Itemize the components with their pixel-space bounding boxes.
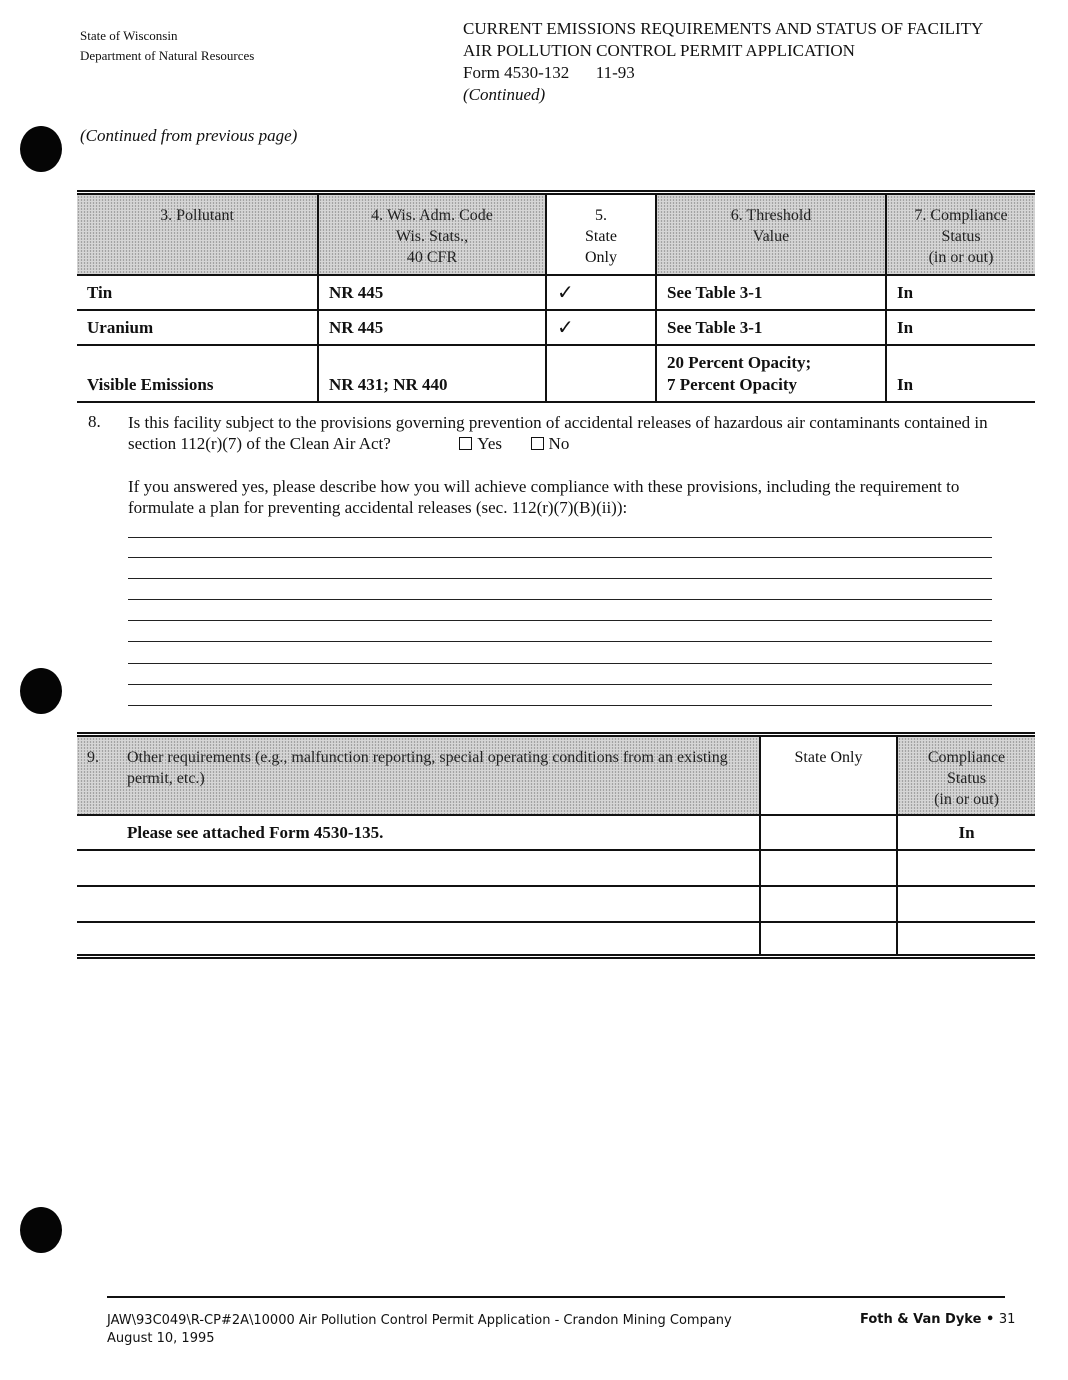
- agency-state: State of Wisconsin: [80, 28, 178, 43]
- row-state-only[interactable]: [760, 850, 897, 886]
- row-requirement[interactable]: [77, 886, 760, 922]
- row-status: In: [886, 345, 1035, 402]
- question-8-text: Is this facility subject to the provisions governing prevention of accidental releases of hazardous air contaminants contained in section 112(r)(7) of the Clean Air Act?: [128, 413, 988, 453]
- row-threshold: 20 Percent Opacity; 7 Percent Opacity: [656, 345, 886, 402]
- row-pollutant: Visible Emissions: [77, 345, 318, 402]
- header-other-state-only: State Only: [760, 735, 897, 815]
- row-status: In: [897, 815, 1035, 850]
- footer-left: [107, 1312, 732, 1348]
- form-title-line1: CURRENT EMISSIONS REQUIREMENTS AND STATUS OF FACILITY: [463, 19, 984, 38]
- footer-right: [860, 1312, 1015, 1327]
- answer-line[interactable]: [128, 578, 992, 579]
- row-status[interactable]: [897, 850, 1035, 886]
- row-state-only[interactable]: [760, 922, 897, 957]
- footer-date: August 10, 1995: [107, 1331, 215, 1346]
- footer-company: Foth & Van Dyke: [860, 1312, 982, 1327]
- question-8-number: 8.: [88, 412, 101, 431]
- binder-hole-middle: [20, 668, 62, 714]
- row-requirement[interactable]: [77, 922, 760, 957]
- header-other-compliance: Compliance Status (in or out): [897, 735, 1035, 815]
- row-pollutant: Tin: [77, 275, 318, 310]
- yes-checkbox[interactable]: [459, 437, 472, 450]
- row-code: NR 431; NR 440: [318, 345, 546, 402]
- row-code: NR 445: [318, 310, 546, 345]
- binder-hole-bottom: [20, 1207, 62, 1253]
- table-row: [77, 922, 1035, 957]
- form-continued: (Continued): [463, 85, 546, 104]
- other-requirements-table: [77, 732, 1035, 959]
- yes-label: Yes: [477, 434, 503, 453]
- agency-department: Department of Natural Resources: [80, 48, 255, 63]
- row-state-only: [760, 815, 897, 850]
- row-pollutant: Uranium: [77, 310, 318, 345]
- table-row: [77, 310, 1035, 345]
- form-title-block: [463, 18, 983, 106]
- table-row: [77, 850, 1035, 886]
- page-number: 31: [998, 1312, 1016, 1327]
- row-state-only-check: [546, 345, 656, 402]
- table-row: [77, 886, 1035, 922]
- row-status: In: [886, 310, 1035, 345]
- no-checkbox[interactable]: [531, 437, 544, 450]
- row-state-only-check: ✓: [546, 310, 656, 345]
- row-status: In: [886, 275, 1035, 310]
- answer-line[interactable]: [128, 557, 992, 558]
- table-row: [77, 815, 1035, 850]
- footer-bullet: •: [985, 1312, 995, 1327]
- answer-line[interactable]: [128, 705, 992, 706]
- row-threshold: See Table 3-1: [656, 275, 886, 310]
- header-code: 4. Wis. Adm. Code Wis. Stats., 40 CFR: [318, 193, 546, 275]
- row-code: NR 445: [318, 275, 546, 310]
- answer-line[interactable]: [128, 599, 992, 600]
- row-status[interactable]: [897, 922, 1035, 957]
- no-label: No: [548, 434, 570, 453]
- header-state-only: 5. State Only: [546, 193, 656, 275]
- answer-line[interactable]: [128, 537, 992, 538]
- form-number-line: [463, 62, 983, 84]
- header-other-requirements: 9. Other requirements (e.g., malfunction reporting, special operating conditions from an existing permit, etc.): [77, 735, 760, 815]
- form-title-line2: AIR POLLUTION CONTROL PERMIT APPLICATION: [463, 41, 855, 60]
- answer-line[interactable]: [128, 641, 992, 642]
- emissions-table: [77, 190, 1035, 403]
- continued-from-note: (Continued from previous page): [80, 126, 298, 145]
- footer-doc-path: JAW\93C049\R-CP#2A\10000 Air Pollution Control Permit Application - Crandon Mining Company: [107, 1313, 732, 1328]
- header-compliance: 7. Compliance Status (in or out): [886, 193, 1035, 275]
- header-threshold: 6. Threshold Value: [656, 193, 886, 275]
- row-status[interactable]: [897, 886, 1035, 922]
- answer-line[interactable]: [128, 684, 992, 685]
- form-number: Form 4530-132: [463, 63, 570, 82]
- row-threshold: See Table 3-1: [656, 310, 886, 345]
- table-row: [77, 275, 1035, 310]
- row-requirement[interactable]: [77, 850, 760, 886]
- question-8: [128, 412, 1018, 454]
- row-state-only-check: ✓: [546, 275, 656, 310]
- row-requirement: Please see attached Form 4530-135.: [77, 815, 760, 850]
- form-date: 11-93: [595, 63, 635, 82]
- footer-rule: [107, 1296, 1005, 1298]
- header-pollutant: 3. Pollutant: [77, 193, 318, 275]
- table-row: [77, 345, 1035, 402]
- row-state-only[interactable]: [760, 886, 897, 922]
- agency-block: [80, 26, 254, 66]
- other-header-row: [77, 735, 1035, 815]
- emissions-header-row: [77, 193, 1035, 275]
- binder-hole-top: [20, 126, 62, 172]
- question-8-followup: If you answered yes, please describe how you will achieve compliance with these provisions, including the requirement to formulate a plan for preventing accidental releases (sec. 112(r)(7)(B)(ii)):: [128, 477, 960, 517]
- answer-line[interactable]: [128, 620, 992, 621]
- answer-line[interactable]: [128, 663, 992, 664]
